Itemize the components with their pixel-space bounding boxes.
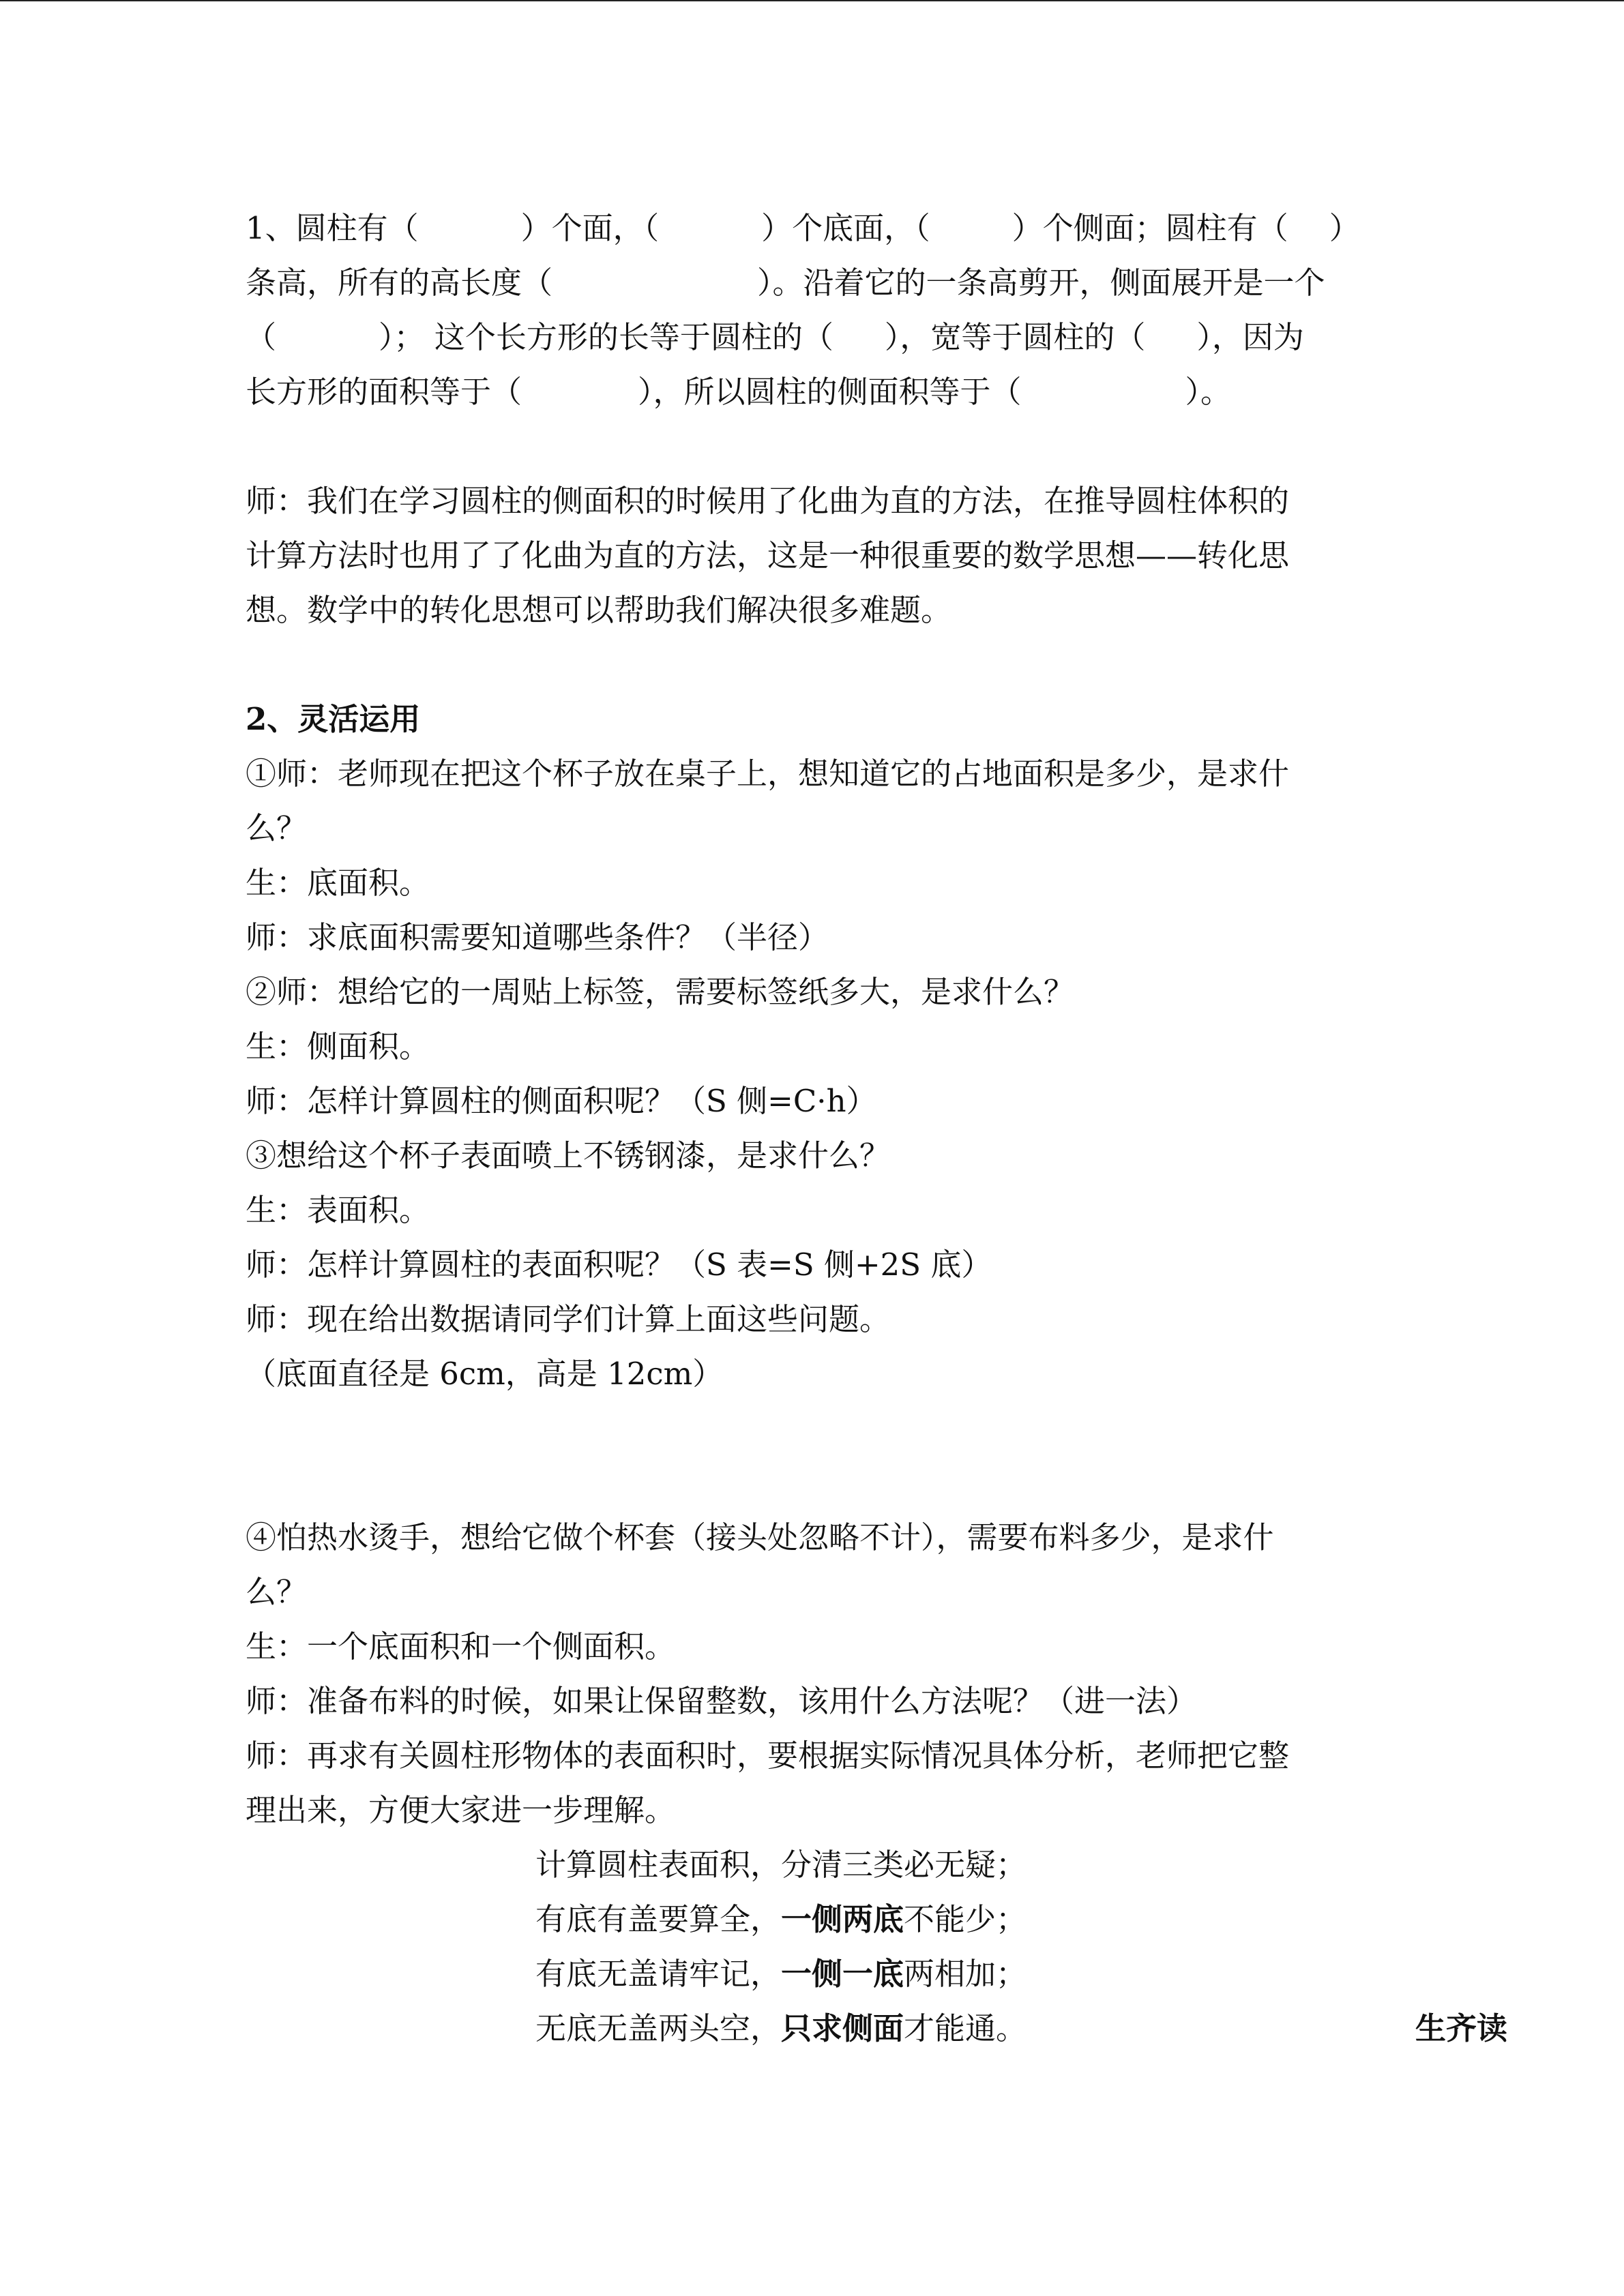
poem-text: 不能少； xyxy=(904,1901,1027,1937)
dialogue-line: 么？ xyxy=(246,1574,308,1610)
poem-line-4 xyxy=(535,2001,1508,2056)
q1-text: ）； 这个长方形的长等于圆柱的（ xyxy=(379,319,833,355)
dialogue-line: ①师：老师现在把这个杯子放在桌子上，想知道它的占地面积是多少，是求什 xyxy=(246,756,1290,792)
q1-text: ）。 xyxy=(1185,374,1232,410)
q1-line-2 xyxy=(246,256,1325,310)
poem-text: 有底无盖请牢记， xyxy=(535,1956,782,1992)
poem-keyword: 一侧两底 xyxy=(781,1901,904,1937)
q1-text: 1、圆柱有（ xyxy=(246,210,419,246)
q1-text: ），宽等于圆柱的（ xyxy=(884,319,1146,355)
teacher-note-line: 师：我们在学习圆柱的侧面积的时候用了化曲为直的方法，在推导圆柱体积的 xyxy=(246,483,1290,519)
teacher-note-line: 计算方法时也用了了化曲为直的方法，这是一种很重要的数学思想——转化思 xyxy=(246,537,1290,573)
dialogue-line: ④怕热水烫手，想给它做个杯套（接头处忽略不计），需要布料多少，是求什 xyxy=(246,1519,1274,1555)
dialogue-line: 师：求底面积需要知道哪些条件？（半径） xyxy=(246,919,829,955)
poem-line-1: 计算圆柱表面积，分清三类必无疑； xyxy=(535,1847,1027,1883)
q1-text: ），因为 xyxy=(1196,319,1304,355)
dialogue-line: 理出来，方便大家进一步理解。 xyxy=(246,1792,676,1828)
q1-line-1 xyxy=(246,201,1360,256)
poem-text: 两相加； xyxy=(904,1956,1027,1992)
dialogue-line: 师：怎样计算圆柱的侧面积呢？（S 侧=C·h） xyxy=(246,1083,877,1119)
poem-text: 才能通。 xyxy=(904,2010,1027,2046)
dialogue-line: 生：表面积。 xyxy=(246,1192,430,1228)
dialogue-line: （底面直径是 6cm，高是 12cm） xyxy=(246,1356,724,1392)
dialogue-line: 师：准备布料的时候，如果让保留整数，该用什么方法呢？（进一法） xyxy=(246,1683,1198,1719)
q1-text: ），所以圆柱的侧面积等于（ xyxy=(638,374,1022,410)
q1-text: ）个侧面；圆柱有（ xyxy=(1012,210,1288,246)
top-border xyxy=(0,0,1624,1)
q1-text: 条高，所有的高长度（ xyxy=(246,265,553,301)
poem-line-3 xyxy=(535,1947,1027,2001)
q1-line-4 xyxy=(246,365,1231,419)
poem-keyword: 一侧一底 xyxy=(781,1956,904,1992)
q1-text: （ xyxy=(246,319,277,355)
poem-text: 有底有盖要算全， xyxy=(535,1901,782,1937)
dialogue-line: 师：再求有关圆柱形物体的表面积时，要根据实际情况具体分析，老师把它整 xyxy=(246,1738,1290,1774)
dialogue-line: 师：怎样计算圆柱的表面积呢？（S 表=S 侧+2S 底） xyxy=(246,1247,992,1283)
q1-text: ）个底面，（ xyxy=(761,210,930,246)
dialogue-line: 师：现在给出数据请同学们计算上面这些问题。 xyxy=(246,1301,891,1337)
q1-line-3 xyxy=(246,310,1304,365)
q1-text: ）个面，（ xyxy=(520,210,660,246)
dialogue-line: 么？ xyxy=(246,810,308,846)
section-heading: 2、灵活运用 xyxy=(246,701,421,737)
q1-text: ）。沿着它的一条高剪开，侧面展开是一个 xyxy=(757,265,1325,301)
dialogue-line: ②师：想给它的一周贴上标签，需要标签纸多大，是求什么？ xyxy=(246,974,1075,1010)
poem-keyword: 只求侧面 xyxy=(781,2010,904,2046)
dialogue-line: ③想给这个杯子表面喷上不锈钢漆，是求什么？ xyxy=(246,1137,891,1174)
poem-text: 无底无盖两头空， xyxy=(535,2010,782,2046)
poem-line-2 xyxy=(535,1892,1027,1947)
dialogue-line: 生：侧面积。 xyxy=(246,1028,430,1064)
q1-text: ） xyxy=(1329,210,1360,246)
read-together-tag: 生齐读 xyxy=(1415,2010,1508,2046)
q1-text: 长方形的面积等于（ xyxy=(246,374,522,410)
teacher-note-line: 想。数学中的转化思想可以帮助我们解决很多难题。 xyxy=(246,592,952,628)
dialogue-line: 生：一个底面积和一个侧面积。 xyxy=(246,1628,676,1665)
dialogue-line: 生：底面积。 xyxy=(246,865,430,901)
